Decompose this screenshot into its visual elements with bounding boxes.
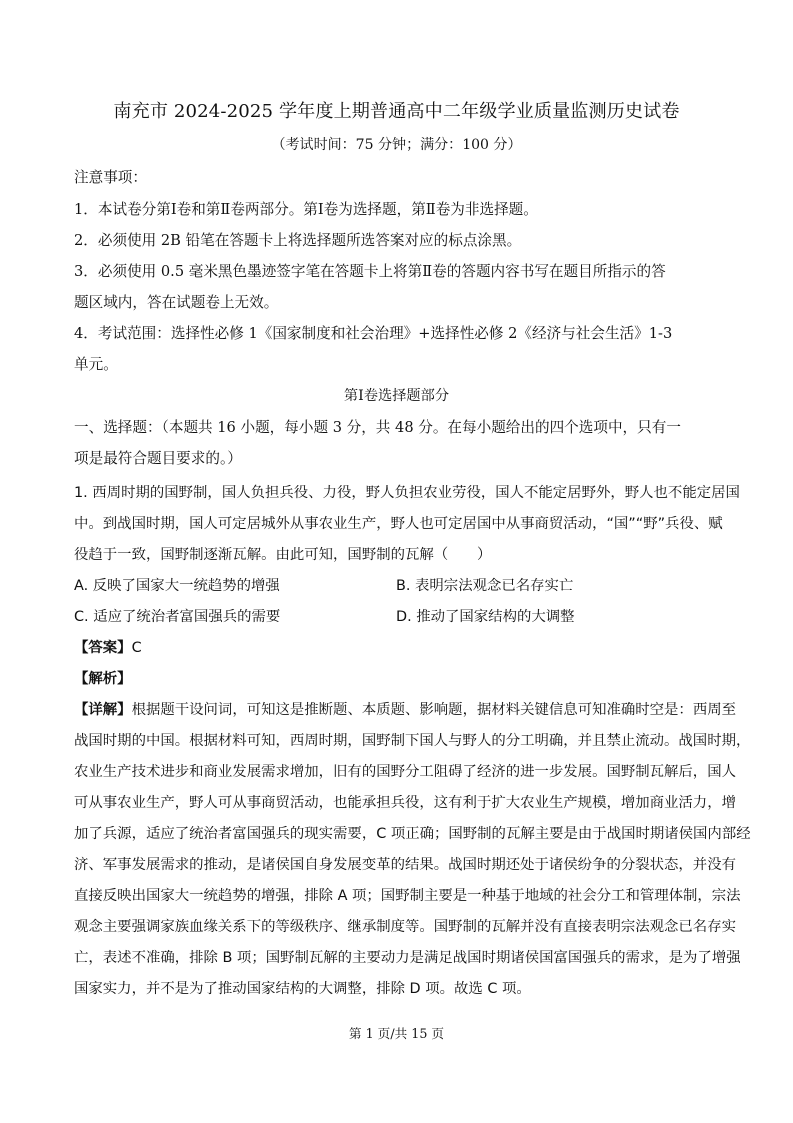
section-title: 第Ⅰ卷选择题部分 xyxy=(343,388,450,404)
question-stem-line-3: 役趋于一致，国野制逐渐瓦解。由此可知，国野制的瓦解（ ） xyxy=(74,547,492,563)
answer-line xyxy=(74,636,142,657)
detail-line-1 xyxy=(74,698,736,719)
detail-line-9: 亡，表述不准确，排除 B 项；国野制瓦解的主要动力是满足战国时期诸侯国富国强兵的需求，是为了增强 xyxy=(74,950,741,966)
page-footer: 第 1 页/共 15 页 xyxy=(348,1026,445,1041)
note-line-5: 4．考试范围：选择性必修 1《国家制度和社会治理》+选择性必修 2《经济与社会生活》1-3 xyxy=(74,325,673,342)
detail-line-2: 战国时期的中国。根据材料可知，西周时期，国野制下国人与野人的分工明确，并且禁止流动。战国时期， xyxy=(74,733,751,749)
note-line-6: 单元。 xyxy=(74,356,118,373)
option-c: C. 适应了统治者富国强兵的需要 xyxy=(74,609,281,625)
option-b: B. 表明宗法观念已名存实亡 xyxy=(396,578,574,594)
note-line-1: 1．本试卷分第Ⅰ卷和第Ⅱ卷两部分。第Ⅰ卷为选择题，第Ⅱ卷为非选择题。 xyxy=(74,201,538,218)
section-instruction-line-2: 项是最符合题目要求的。） xyxy=(74,450,242,467)
question-stem-line-1: 1. 西周时期的国野制，国人负担兵役、力役，野人负担农业劳役，国人不能定居野外，野人也不能定居国 xyxy=(74,485,740,501)
note-line-4: 题区域内，答在试题卷上无效。 xyxy=(74,294,279,311)
detail-line-3: 农业生产技术进步和商业发展需求增加，旧有的国野分工阻碍了经济的进一步发展。国野制瓦解后，国人 xyxy=(74,764,736,780)
detail-line-4: 可从事农业生产，野人可从事商贸活动，也能承担兵役，这有利于扩大农业生产规模，增加商业活力，增 xyxy=(74,795,736,811)
answer-tag: 【答案】 xyxy=(74,640,132,656)
note-line-2: 2．必须使用 2B 铅笔在答题卡上将选择题所选答案对应的标点涂黑。 xyxy=(74,232,522,249)
detail-line-10: 国家实力，并不是为了推动国家结构的大调整，排除 D 项。故选 C 项。 xyxy=(74,981,531,997)
note-line-3: 3．必须使用 0.5 毫米黑色墨迹签字笔在答题卡上将第Ⅱ卷的答题内容书写在题目所指示的答 xyxy=(74,263,666,280)
question-stem-line-2: 中。到战国时期，国人可定居城外从事农业生产，野人也可定居国中从事商贸活动，“国”“野”兵役、赋 xyxy=(74,516,723,532)
detail-tag: 【详解】 xyxy=(74,702,132,718)
detail-line-8: 观念主要强调家族血缘关系下的等级秩序、继承制度等。国野制的瓦解并没有直接表明宗法观念已名存实 xyxy=(74,919,736,935)
detail-line-6: 济、军事发展需求的推动，是诸侯国自身发展变革的结果。战国时期还处于诸侯纷争的分裂状态，并没有 xyxy=(74,857,736,873)
detail-line-5: 加了兵源，适应了统治者富国强兵的现实需要，C 项正确；国野制的瓦解主要是由于战国时期诸侯国内部经 xyxy=(74,826,751,842)
exam-title: 南充市 2024-2025 学年度上期普通高中二年级学业质量监测历史试卷 xyxy=(113,101,680,122)
answer-value: C xyxy=(131,640,142,656)
detail-line-7: 直接反映出国家大一统趋势的增强，排除 A 项；国野制主要是一种基于地域的社会分工和管理体制，宗法 xyxy=(74,888,741,904)
analysis-tag: 【解析】 xyxy=(74,671,132,687)
option-a: A. 反映了国家大一统趋势的增强 xyxy=(74,578,280,594)
option-d: D. 推动了国家结构的大调整 xyxy=(396,609,575,625)
notes-heading: 注意事项： xyxy=(74,169,147,186)
section-instruction-line-1: 一、选择题：（本题共 16 小题，每小题 3 分，共 48 分。在每小题给出的四个选项中，只有一 xyxy=(74,419,681,436)
detail-text-1: 根据题干设问词，可知这是推断题、本质题、影响题，据材料关键信息可知准确时空是：西周至 xyxy=(131,702,736,718)
exam-subtitle: （考试时间：75 分钟；满分：100 分） xyxy=(271,137,522,153)
